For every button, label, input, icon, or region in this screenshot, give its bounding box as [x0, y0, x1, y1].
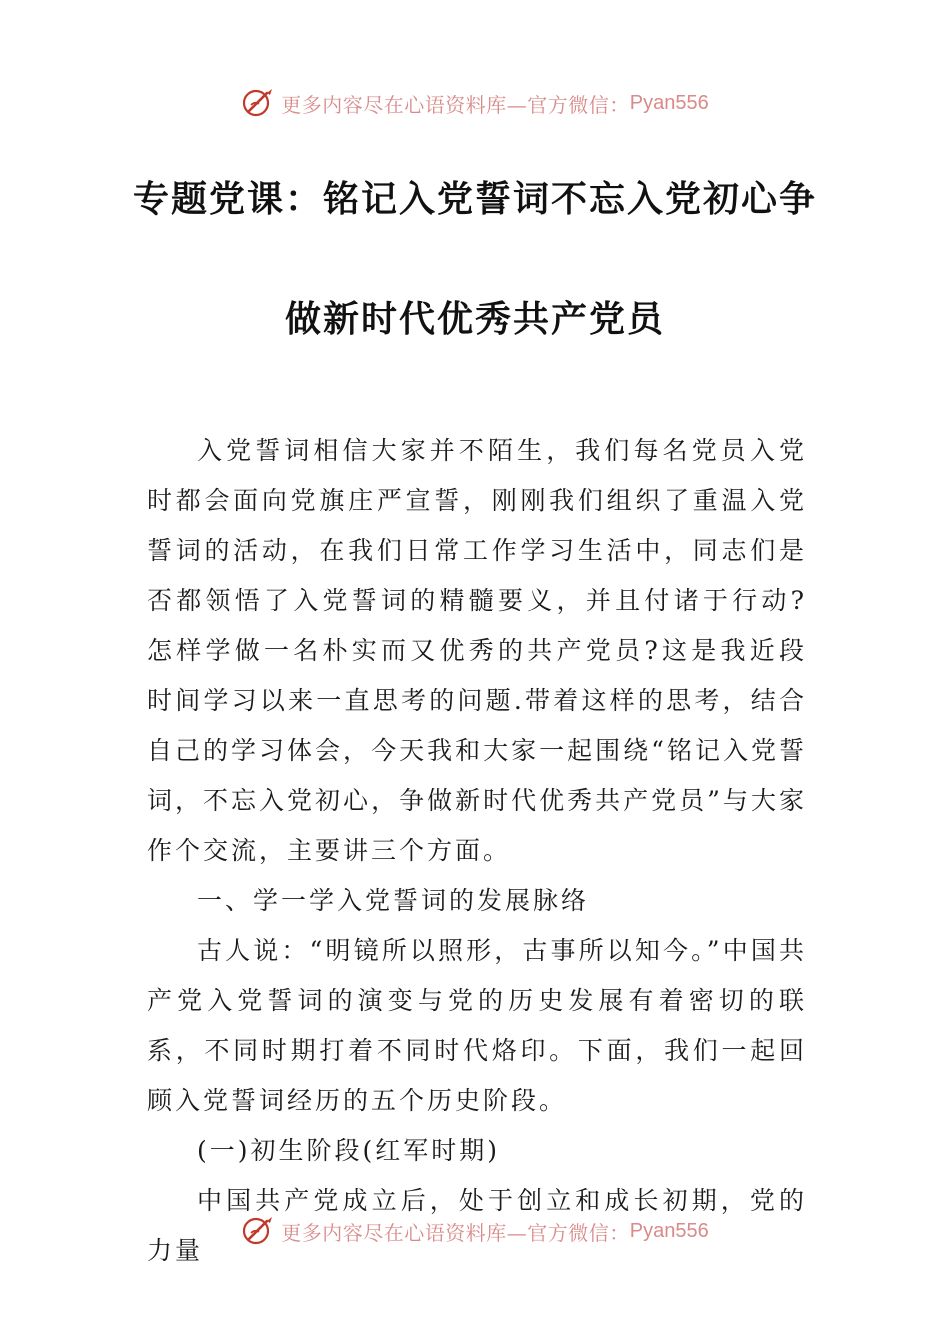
section-heading-1: 一、学一学入党誓词的发展脉络 [197, 886, 590, 915]
pen-logo-icon [241, 1214, 275, 1248]
header-banner-text: 更多内容尽在心语资料库—官方微信： [281, 92, 630, 117]
body-paragraph-early-stage: 中国共产党成立后，处于创立和成长初期，党的力量 [147, 1186, 807, 1265]
document-body [147, 426, 807, 1276]
footer-banner-wechat-id: Pyan556 [629, 1219, 709, 1242]
body-paragraph-ancient-quote: 古人说：“明镜所以照形，古事所以知今。”中国共产党入党誓词的演变与党的历史发展有着密切的联系，不同时期打着不同时代烙印。下面，我们一起回顾入党誓词经历的五个历史阶段。 [147, 936, 807, 1115]
footer-watermark-banner [0, 1209, 950, 1253]
document-title-line-1: 专题党课：铭记入党誓词不忘入党初心争 [132, 179, 817, 220]
footer-banner-text: 更多内容尽在心语资料库—官方微信： [281, 1220, 630, 1245]
header-banner-wechat-id: Pyan556 [629, 91, 709, 114]
body-paragraph-intro: 入党誓词相信大家并不陌生，我们每名党员入党时都会面向党旗庄严宣誓，刚刚我们组织了重温入党誓词的活动，在我们日常工作学习生活中，同志们是否都领悟了入党誓词的精髓要义，并且付诸于行动?怎样学做一名朴实而又优秀的共产党员?这是我近段时间学习以来一直思考的问题.带着这样的思考，结合自己的学习体会，今天我和大家一起围绕“铭记入党誓词，不忘入党初心，争做新时代优秀共产党员”与大家作个交流，主要讲三个方面。 [147, 436, 807, 865]
header-watermark-banner [0, 81, 950, 125]
subsection-heading-1: (一)初生阶段(红军时期) [197, 1136, 501, 1165]
pen-logo-icon [241, 86, 275, 120]
document-title-line-2: 做新时代优秀共产党员 [284, 299, 665, 340]
